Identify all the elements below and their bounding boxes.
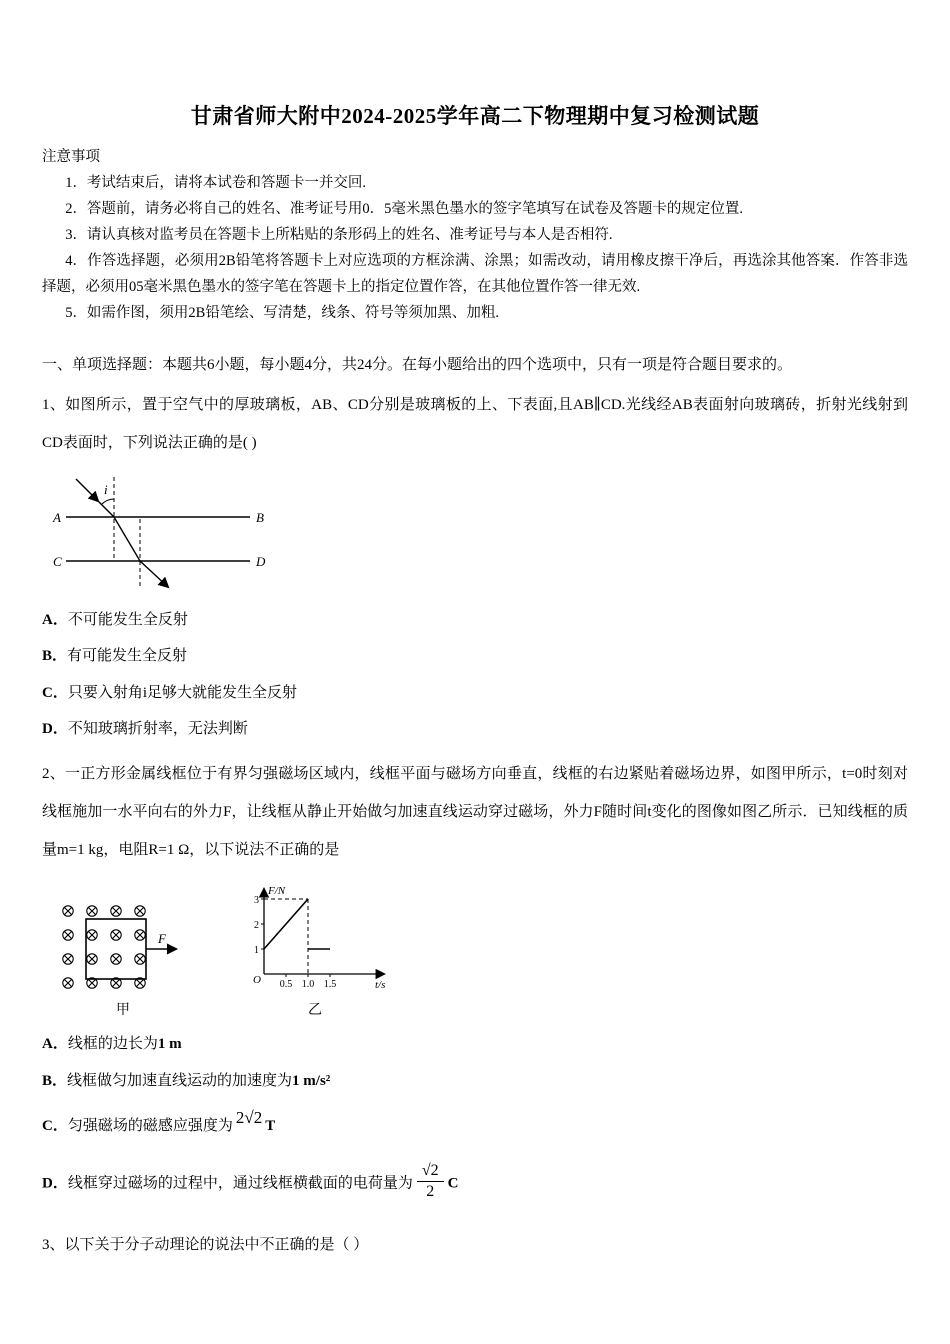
force-label: F — [158, 931, 166, 947]
figure-yi-caption: 乙 — [308, 1003, 322, 1019]
figure-jia-caption: 甲 — [116, 1003, 130, 1019]
angle-i-label: i — [104, 481, 108, 497]
option-unit: T — [265, 1118, 276, 1135]
question-2-stem: 2、一正方形金属线框位于有界匀强磁场区域内，线框平面与磁场方向垂直，线框的右边紧贴着磁场边界，如图甲所示，t=0时刻对线框施加一水平向右的外力F，让线框从静止开始做匀加速直线运动穿过磁场，外力F随时间t变化的图像如图乙所示．已知线框的质量m=1 kg，电阻R=1 Ω，以下说法不正确的是 — [42, 765, 908, 858]
option-unit: C — [447, 1175, 459, 1192]
notice-heading: 注意事项 — [42, 149, 100, 165]
q2-option-d — [42, 1161, 908, 1204]
option-text: 线框做匀加速直线运动的加速度为 — [67, 1072, 293, 1089]
option-text: 匀强磁场的磁感应强度为 — [67, 1118, 233, 1135]
figure-yi — [234, 879, 396, 1019]
x-axis-label: t/s — [375, 979, 386, 992]
notice-item-3: 3．请认真核对监考员在答题卡上所粘贴的条形码上的姓名、准考证号与本人是否相符. — [65, 227, 613, 243]
option-letter: D． — [42, 721, 68, 737]
q1-option-d — [42, 718, 908, 741]
square-loop — [86, 919, 146, 979]
field-into-page-symbol — [87, 906, 97, 916]
question-3-stem: 3、以下关于分子动理论的说法中不正确的是（ ） — [42, 1236, 369, 1253]
field-into-page-symbol — [111, 930, 121, 940]
fraction-denominator: 2 — [426, 1183, 435, 1201]
x-tick-label-05: 0.5 — [279, 979, 293, 991]
question-1-options — [42, 609, 908, 741]
notice-item-2: 2．答题前，请务必将自己的姓名、准考证号用0．5毫米黑色墨水的签字笔填写在试卷及答题卡的规定位置. — [65, 201, 744, 217]
origin-label: O — [253, 974, 261, 987]
y-tick-label-3: 3 — [254, 895, 259, 907]
notice-item-5: 5．如需作图，须用2B铅笔绘、写清楚，线条、符号等须加黑、加粗. — [65, 305, 499, 321]
q1-option-a — [42, 609, 908, 632]
field-into-page-symbol — [63, 954, 73, 964]
q2-option-b — [42, 1070, 908, 1093]
notice-item-4: 4．作答选择题，必须用2B铅笔将答题卡上对应选项的方框涂满、涂黑；如需改动，请用橡皮擦干净后，再选涂其他答案．作答非选择题，必须用05毫米黑色墨水的签字笔在答题卡上的指定位置作答，在其他位置作答一律无效. — [42, 253, 908, 295]
graph-line-in-field — [264, 899, 308, 949]
exit-ray — [140, 561, 168, 587]
option-text: 有可能发生全反射 — [67, 648, 188, 664]
ray-diagram — [52, 469, 274, 595]
option-letter: C． — [42, 684, 68, 701]
notice-section — [42, 144, 908, 326]
q1-option-c — [42, 682, 908, 705]
option-text: 线框的边长为 — [67, 1036, 158, 1053]
field-into-page-symbol — [63, 930, 73, 940]
figure-jia — [56, 897, 190, 1019]
option-text: 线框穿过磁场的过程中，通过线框横截面的电荷量为 — [67, 1175, 413, 1192]
option-letter: D． — [42, 1175, 68, 1192]
option-value: 1 m/s² — [292, 1072, 331, 1089]
loop-in-field-diagram — [56, 897, 190, 997]
fraction-numerator: √2 — [417, 1162, 444, 1182]
option-letter: A． — [42, 611, 68, 628]
y-tick-label-1: 1 — [254, 945, 259, 957]
option-letter: B． — [42, 1072, 68, 1089]
option-text: 只要入射角i足够大就能发生全反射 — [67, 684, 298, 701]
field-into-page-symbol — [63, 906, 73, 916]
field-into-page-symbol — [135, 906, 145, 916]
force-time-graph — [234, 879, 396, 997]
option-letter: B． — [42, 648, 68, 664]
option-text: 不知玻璃折射率，无法判断 — [67, 721, 248, 737]
refracted-ray — [114, 517, 140, 561]
q1-option-b — [42, 645, 908, 668]
field-into-page-symbol — [87, 954, 97, 964]
incidence-angle-arc — [102, 499, 115, 505]
field-into-page-symbol — [135, 930, 145, 940]
x-tick-label-15: 1.5 — [323, 979, 337, 991]
field-into-page-symbol — [87, 930, 97, 940]
surface-label-a: A — [53, 509, 61, 525]
q2-option-c — [42, 1108, 908, 1138]
option-value: 1 m — [157, 1036, 182, 1053]
field-into-page-symbol — [111, 906, 121, 916]
option-letter: A． — [42, 1036, 68, 1053]
option-value-radical: 2√2 — [235, 1108, 263, 1128]
section-1-heading: 一、单项选择题：本题共6小题，每小题4分，共24分。在每小题给出的四个选项中，只有一项是符合题目要求的。 — [42, 357, 793, 373]
y-axis-label: F/N — [268, 885, 286, 898]
field-into-page-symbol — [63, 978, 73, 988]
field-into-page-symbol — [111, 954, 121, 964]
incident-ray — [76, 479, 98, 501]
option-letter: C． — [42, 1118, 68, 1135]
question-2-options — [42, 1033, 908, 1203]
notice-item-1: 1．考试结束后，请将本试卷和答题卡一并交回. — [65, 175, 367, 191]
surface-label-c: C — [53, 553, 62, 569]
x-tick-label-10: 1.0 — [301, 979, 315, 991]
question-1-figure — [52, 469, 908, 595]
y-tick-label-2: 2 — [254, 920, 259, 932]
surface-label-b: B — [256, 509, 264, 525]
option-text: 不可能发生全反射 — [67, 611, 188, 628]
field-into-page-symbol — [135, 954, 145, 964]
surface-label-d: D — [256, 553, 266, 569]
page-title: 甘肃省师大附中2024-2025学年高二下物理期中复习检测试题 — [190, 104, 760, 128]
question-2-figures — [56, 879, 908, 1019]
q2-option-a — [42, 1033, 908, 1056]
fraction-value — [417, 1162, 444, 1202]
question-1-stem: 1、如图所示，置于空气中的厚玻璃板，AB、CD分别是玻璃板的上、下表面,且AB∥CD.光线经AB表面射向玻璃砖，折射光线射到CD表面时，下列说法正确的是( ) — [42, 397, 908, 452]
